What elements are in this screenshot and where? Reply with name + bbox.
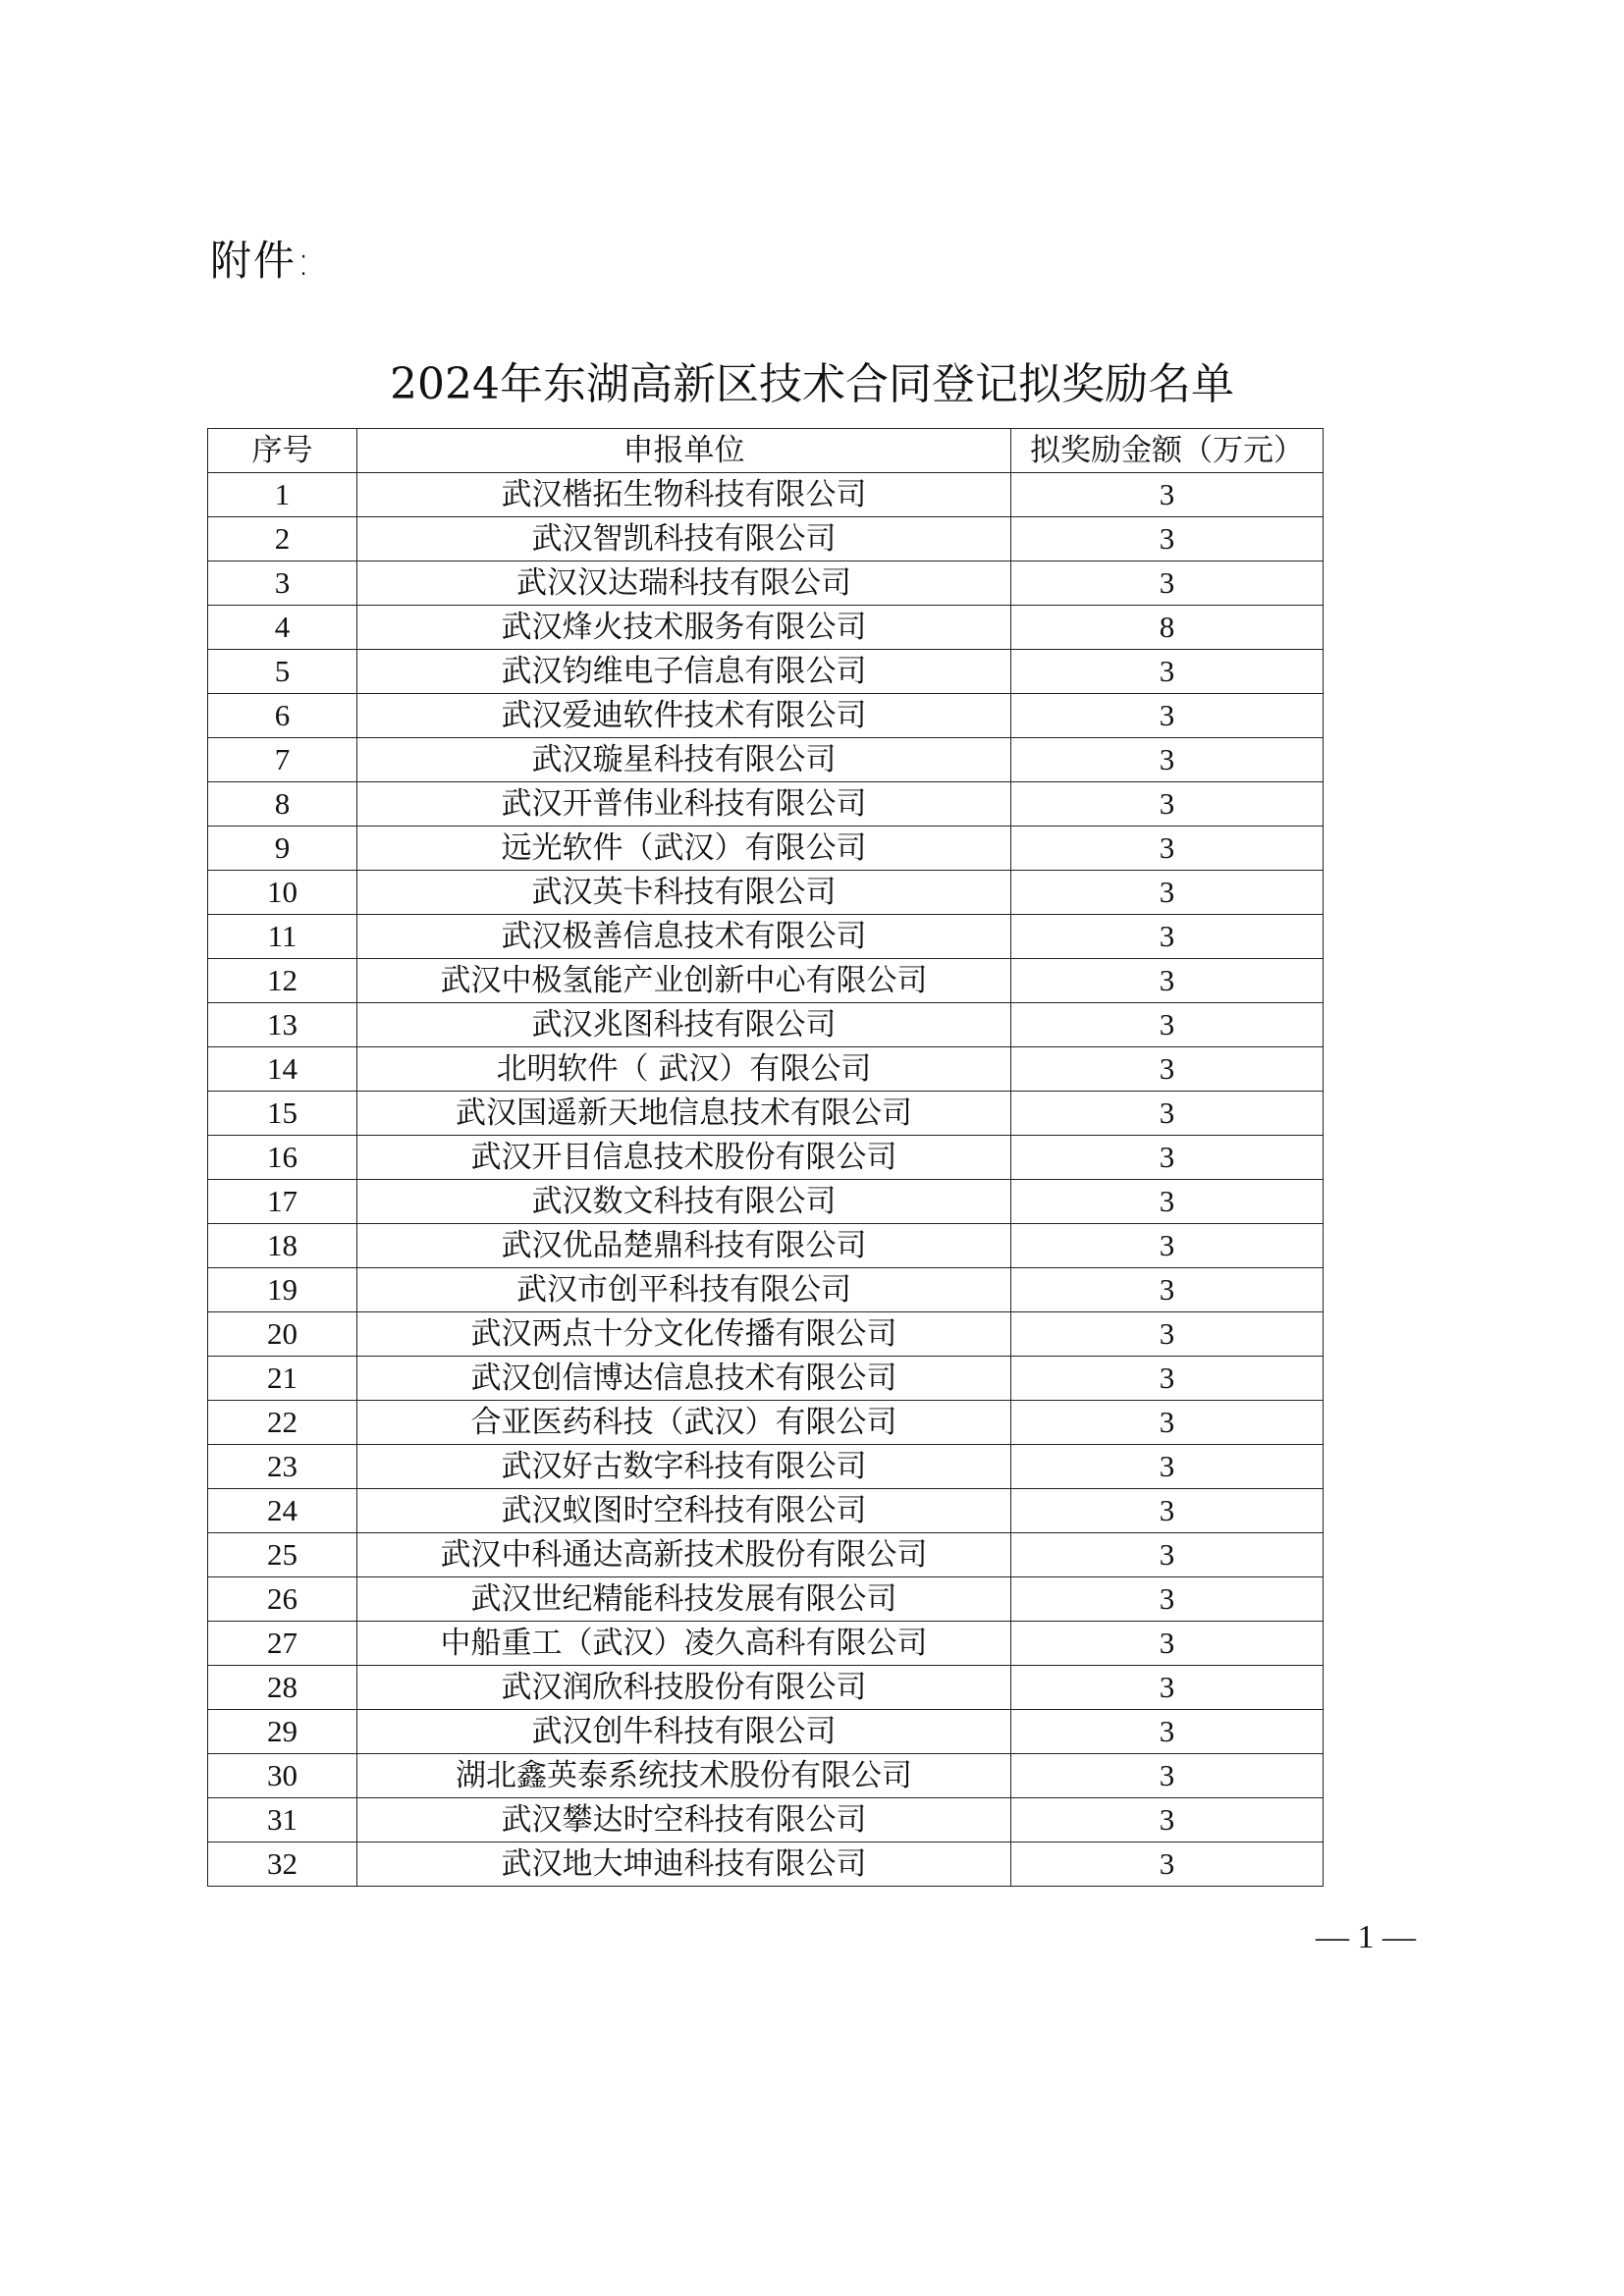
table-header: [208, 429, 1324, 473]
award-amount-cell: 3: [1011, 959, 1324, 1003]
header-row: [208, 429, 1324, 473]
serial-number-cell: 28: [208, 1666, 357, 1710]
applicant-unit-cell: 北明软件（ 武汉）有限公司: [357, 1047, 1011, 1092]
serial-number-cell: 16: [208, 1136, 357, 1180]
table-row: [208, 1798, 1324, 1842]
applicant-unit-cell: 合亚医药科技（武汉）有限公司: [357, 1401, 1011, 1445]
table-row: [208, 738, 1324, 782]
applicant-unit-cell: 武汉润欣科技股份有限公司: [357, 1666, 1011, 1710]
serial-number-cell: 17: [208, 1180, 357, 1224]
award-amount-cell: 3: [1011, 1092, 1324, 1136]
serial-number-cell: 9: [208, 827, 357, 871]
serial-number-cell: 18: [208, 1224, 357, 1268]
table-row: [208, 827, 1324, 871]
serial-number-cell: 6: [208, 694, 357, 738]
attachment-label: 附件:: [210, 237, 313, 285]
table-row: [208, 1136, 1324, 1180]
serial-number-cell: 30: [208, 1754, 357, 1798]
award-amount-cell: 3: [1011, 1357, 1324, 1401]
applicant-unit-cell: 武汉楷拓生物科技有限公司: [357, 473, 1011, 517]
table-row: [208, 1003, 1324, 1047]
applicant-unit-cell: 武汉两点十分文化传播有限公司: [357, 1312, 1011, 1357]
table-row: [208, 1445, 1324, 1489]
serial-number-cell: 11: [208, 915, 357, 959]
applicant-unit-cell: 湖北鑫英泰系统技术股份有限公司: [357, 1754, 1011, 1798]
table-row: [208, 871, 1324, 915]
applicant-unit-cell: 武汉国遥新天地信息技术有限公司: [357, 1092, 1011, 1136]
applicant-unit-cell: 武汉中科通达高新技术股份有限公司: [357, 1533, 1011, 1577]
serial-number-cell: 13: [208, 1003, 357, 1047]
page-number: — 1 —: [1316, 1919, 1416, 1955]
document-title: 2024年东湖高新区技术合同登记拟奖励名单: [390, 359, 1234, 409]
award-amount-cell: 3: [1011, 1268, 1324, 1312]
serial-number-cell: 14: [208, 1047, 357, 1092]
serial-number-cell: 23: [208, 1445, 357, 1489]
table-row: [208, 1489, 1324, 1533]
serial-number-cell: 26: [208, 1577, 357, 1622]
award-amount-cell: 3: [1011, 650, 1324, 694]
award-amount-cell: 3: [1011, 1533, 1324, 1577]
table-row: [208, 1754, 1324, 1798]
applicant-unit-cell: 武汉蚁图时空科技有限公司: [357, 1489, 1011, 1533]
table-row: [208, 782, 1324, 827]
award-amount-cell: 3: [1011, 1666, 1324, 1710]
serial-number-cell: 15: [208, 1092, 357, 1136]
serial-number-cell: 12: [208, 959, 357, 1003]
applicant-unit-cell: 武汉地大坤迪科技有限公司: [357, 1842, 1011, 1887]
award-amount-cell: 3: [1011, 1312, 1324, 1357]
table-row: [208, 1401, 1324, 1445]
table-row: [208, 561, 1324, 606]
applicant-unit-cell: 武汉智凯科技有限公司: [357, 517, 1011, 561]
table-row: [208, 1180, 1324, 1224]
serial-number-cell: 27: [208, 1622, 357, 1666]
award-amount-cell: 3: [1011, 827, 1324, 871]
serial-number-cell: 21: [208, 1357, 357, 1401]
applicant-unit-cell: 武汉汉达瑞科技有限公司: [357, 561, 1011, 606]
award-list-table: [207, 428, 1324, 1887]
serial-number-cell: 19: [208, 1268, 357, 1312]
award-amount-cell: 3: [1011, 1047, 1324, 1092]
award-amount-cell: 3: [1011, 1136, 1324, 1180]
table-row: [208, 1577, 1324, 1622]
award-amount-cell: 3: [1011, 915, 1324, 959]
applicant-unit-cell: 武汉开目信息技术股份有限公司: [357, 1136, 1011, 1180]
serial-number-cell: 3: [208, 561, 357, 606]
award-amount-cell: 3: [1011, 1401, 1324, 1445]
award-amount-cell: 3: [1011, 1489, 1324, 1533]
table-row: [208, 1622, 1324, 1666]
serial-number-cell: 31: [208, 1798, 357, 1842]
award-amount-cell: 3: [1011, 1798, 1324, 1842]
applicant-unit-cell: 武汉创牛科技有限公司: [357, 1710, 1011, 1754]
table-row: [208, 1533, 1324, 1577]
header-award-amount: 拟奖励金额（万元）: [1011, 429, 1324, 473]
applicant-unit-cell: 武汉优品楚鼎科技有限公司: [357, 1224, 1011, 1268]
award-amount-cell: 3: [1011, 1842, 1324, 1887]
award-amount-cell: 3: [1011, 1577, 1324, 1622]
award-amount-cell: 3: [1011, 1622, 1324, 1666]
applicant-unit-cell: 武汉极善信息技术有限公司: [357, 915, 1011, 959]
table-row: [208, 959, 1324, 1003]
table-row: [208, 1842, 1324, 1887]
table-row: [208, 517, 1324, 561]
applicant-unit-cell: 武汉中极氢能产业创新中心有限公司: [357, 959, 1011, 1003]
applicant-unit-cell: 武汉烽火技术服务有限公司: [357, 606, 1011, 650]
serial-number-cell: 25: [208, 1533, 357, 1577]
award-amount-cell: 3: [1011, 561, 1324, 606]
table-row: [208, 1268, 1324, 1312]
award-amount-cell: 3: [1011, 871, 1324, 915]
table-row: [208, 1047, 1324, 1092]
award-amount-cell: 3: [1011, 1445, 1324, 1489]
table-row: [208, 1224, 1324, 1268]
applicant-unit-cell: 武汉好古数字科技有限公司: [357, 1445, 1011, 1489]
serial-number-cell: 8: [208, 782, 357, 827]
table-row: [208, 694, 1324, 738]
table-row: [208, 650, 1324, 694]
award-amount-cell: 3: [1011, 517, 1324, 561]
award-amount-cell: 3: [1011, 473, 1324, 517]
table-row: [208, 1666, 1324, 1710]
award-amount-cell: 8: [1011, 606, 1324, 650]
award-amount-cell: 3: [1011, 1710, 1324, 1754]
applicant-unit-cell: 远光软件（武汉）有限公司: [357, 827, 1011, 871]
table-row: [208, 1312, 1324, 1357]
award-amount-cell: 3: [1011, 1754, 1324, 1798]
header-applicant-unit: 申报单位: [357, 429, 1011, 473]
serial-number-cell: 20: [208, 1312, 357, 1357]
serial-number-cell: 10: [208, 871, 357, 915]
applicant-unit-cell: 武汉钧维电子信息有限公司: [357, 650, 1011, 694]
serial-number-cell: 2: [208, 517, 357, 561]
applicant-unit-cell: 武汉爱迪软件技术有限公司: [357, 694, 1011, 738]
award-amount-cell: 3: [1011, 694, 1324, 738]
serial-number-cell: 5: [208, 650, 357, 694]
serial-number-cell: 22: [208, 1401, 357, 1445]
applicant-unit-cell: 武汉兆图科技有限公司: [357, 1003, 1011, 1047]
applicant-unit-cell: 武汉攀达时空科技有限公司: [357, 1798, 1011, 1842]
applicant-unit-cell: 武汉创信博达信息技术有限公司: [357, 1357, 1011, 1401]
serial-number-cell: 29: [208, 1710, 357, 1754]
table-body: [208, 473, 1324, 1887]
table-row: [208, 1710, 1324, 1754]
table-row: [208, 915, 1324, 959]
award-amount-cell: 3: [1011, 1180, 1324, 1224]
award-amount-cell: 3: [1011, 782, 1324, 827]
table-row: [208, 473, 1324, 517]
serial-number-cell: 1: [208, 473, 357, 517]
award-amount-cell: 3: [1011, 738, 1324, 782]
table-row: [208, 1092, 1324, 1136]
applicant-unit-cell: 武汉数文科技有限公司: [357, 1180, 1011, 1224]
applicant-unit-cell: 武汉市创平科技有限公司: [357, 1268, 1011, 1312]
applicant-unit-cell: 武汉世纪精能科技发展有限公司: [357, 1577, 1011, 1622]
applicant-unit-cell: 武汉开普伟业科技有限公司: [357, 782, 1011, 827]
serial-number-cell: 7: [208, 738, 357, 782]
table-row: [208, 1357, 1324, 1401]
award-amount-cell: 3: [1011, 1224, 1324, 1268]
serial-number-cell: 4: [208, 606, 357, 650]
serial-number-cell: 24: [208, 1489, 357, 1533]
applicant-unit-cell: 中船重工（武汉）凌久高科有限公司: [357, 1622, 1011, 1666]
header-serial-number: 序号: [208, 429, 357, 473]
serial-number-cell: 32: [208, 1842, 357, 1887]
applicant-unit-cell: 武汉英卡科技有限公司: [357, 871, 1011, 915]
award-amount-cell: 3: [1011, 1003, 1324, 1047]
applicant-unit-cell: 武汉璇星科技有限公司: [357, 738, 1011, 782]
table-row: [208, 606, 1324, 650]
